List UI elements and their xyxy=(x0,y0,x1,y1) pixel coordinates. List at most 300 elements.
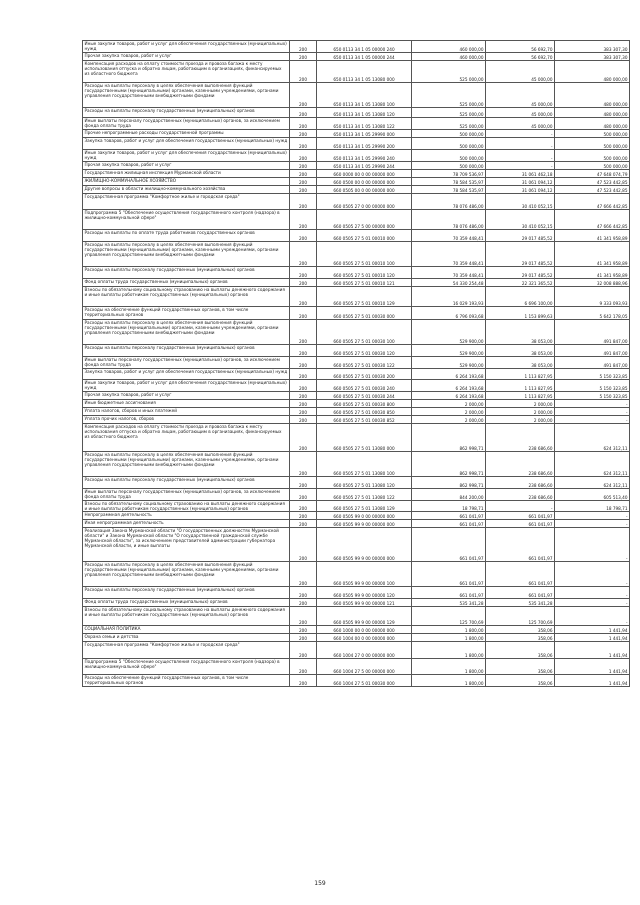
row-code-cell: 200 xyxy=(290,41,317,53)
row-executed-cell: 45 000,00 xyxy=(486,118,555,130)
row-code-cell: 200 xyxy=(290,587,317,599)
row-name-cell: Государственная жилищная инспекция Мурманской области xyxy=(83,170,290,178)
row-remaining-cell: 9 333 093,93 xyxy=(555,287,630,307)
row-executed-cell: 238 686,60 xyxy=(486,424,555,452)
row-executed-cell: - xyxy=(486,162,555,170)
row-approved-cell: 661 041,97 xyxy=(412,562,486,587)
row-kbk-cell: 660 0000 00 0 00 00000 000 xyxy=(317,170,412,178)
row-name-cell: Государственная программа "Комфортное жилье и городская среда" xyxy=(83,642,290,659)
row-name-cell: Расходы на выплаты персоналу государственных (муниципальных) органов xyxy=(83,267,290,279)
row-remaining-cell: 480 000,00 xyxy=(555,61,630,83)
row-name-cell: Фонд оплаты труда государственных (муниципальных) органов xyxy=(83,279,290,287)
row-kbk-cell: 660 0505 27 5 01 00030 800 xyxy=(317,400,412,408)
row-code-cell: 200 xyxy=(290,626,317,634)
row-kbk-cell: 650 0113 34 1 05 00000 244 xyxy=(317,53,412,61)
table-row xyxy=(83,41,630,53)
row-name-cell: Компенсация расходов на оплату стоимости проезда и провоза багажа к месту использования отпуска и обратно лицам, работающим в организациях, финансируемых из областного бюджета xyxy=(83,61,290,83)
row-approved-cell: 500 000,00 xyxy=(412,150,486,162)
row-kbk-cell: 660 0505 99 9 00 00000 000 xyxy=(317,528,412,562)
table-row xyxy=(83,287,630,307)
row-approved-cell: 529 900,00 xyxy=(412,357,486,369)
row-name-cell: Прочая закупка товаров, работ и услуг xyxy=(83,53,290,61)
row-code-cell: 200 xyxy=(290,118,317,130)
row-remaining-cell: - xyxy=(555,416,630,424)
row-name-cell: Реализация Закона Мурманской области "О государственных должностях Мурманской области" и Закона Мурманской области "О государственной гражданской службе Мурманской области", за исключением представителей администрации губернатора Мурманской области, и иные выплаты xyxy=(83,528,290,562)
row-remaining-cell: - xyxy=(555,400,630,408)
row-approved-cell: 78 709 536,97 xyxy=(412,170,486,178)
row-executed-cell: - xyxy=(486,138,555,150)
row-executed-cell: 38 053,00 xyxy=(486,345,555,357)
row-name-cell: Непрограммная деятельность xyxy=(83,512,290,520)
table-row xyxy=(83,242,630,267)
row-code-cell: 200 xyxy=(290,138,317,150)
row-remaining-cell: - xyxy=(555,528,630,562)
row-kbk-cell: 660 0500 00 0 00 00000 000 xyxy=(317,178,412,186)
row-kbk-cell: 650 0113 34 1 05 29990 000 xyxy=(317,130,412,138)
table-row xyxy=(83,61,630,83)
row-approved-cell: 525 000,00 xyxy=(412,108,486,118)
row-remaining-cell: 491 847,00 xyxy=(555,345,630,357)
row-kbk-cell: 660 1004 27 5 00 00000 000 xyxy=(317,659,412,675)
row-executed-cell: 31 061 094,12 xyxy=(486,186,555,194)
row-remaining-cell: 41 341 958,89 xyxy=(555,242,630,267)
row-kbk-cell: 660 0505 00 0 00 00000 000 xyxy=(317,186,412,194)
row-kbk-cell: 650 0113 34 1 05 13080 120 xyxy=(317,108,412,118)
row-approved-cell: 78 076 486,00 xyxy=(412,194,486,210)
row-executed-cell: 661 041,97 xyxy=(486,520,555,528)
table-row xyxy=(83,562,630,587)
row-approved-cell: 661 041,97 xyxy=(412,528,486,562)
row-kbk-cell: 660 0505 27 5 01 00030 120 xyxy=(317,345,412,357)
budget-table xyxy=(82,40,630,687)
table-row xyxy=(83,477,630,489)
table-row xyxy=(83,108,630,118)
row-executed-cell: 38 053,00 xyxy=(486,357,555,369)
row-kbk-cell: 660 0505 99 9 00 00000 129 xyxy=(317,607,412,626)
table-row xyxy=(83,607,630,626)
row-name-cell: Расходы на выплаты по оплате труда работников государственных органов xyxy=(83,230,290,242)
row-name-cell: Взносы по обязательному социальному страхованию на выплаты денежного содержания и иные выплаты работникам государственных (муниципальных) органов xyxy=(83,287,290,307)
row-approved-cell: 70 359 448,41 xyxy=(412,242,486,267)
row-remaining-cell: 500 000,00 xyxy=(555,162,630,170)
row-remaining-cell: 5 150 323,85 xyxy=(555,392,630,400)
table-row xyxy=(83,659,630,675)
table-row xyxy=(83,138,630,150)
row-name-cell: Расходы на выплаты персоналу государственных (муниципальных) органов xyxy=(83,477,290,489)
row-approved-cell: 78 584 535,97 xyxy=(412,186,486,194)
row-approved-cell: 500 000,00 xyxy=(412,130,486,138)
row-code-cell: 200 xyxy=(290,452,317,477)
row-name-cell: Иные бюджетные ассигнования xyxy=(83,400,290,408)
row-code-cell: 200 xyxy=(290,61,317,83)
row-approved-cell: 125 700,69 xyxy=(412,607,486,626)
table-row xyxy=(83,53,630,61)
row-code-cell: 200 xyxy=(290,659,317,675)
row-kbk-cell: 660 0505 27 5 01 00030 122 xyxy=(317,357,412,369)
row-remaining-cell: 18 798,71 xyxy=(555,501,630,512)
row-name-cell: Расходы на выплаты персоналу в целях обеспечения выполнения функций государственными (муниципальными) органами, казенными учреждениями, органами управления государственными внебюджетными фондами xyxy=(83,242,290,267)
row-executed-cell: 45 000,00 xyxy=(486,61,555,83)
row-remaining-cell: 383 307,30 xyxy=(555,53,630,61)
table-row xyxy=(83,452,630,477)
row-executed-cell: 125 700,69 xyxy=(486,607,555,626)
row-name-cell: СОЦИАЛЬНАЯ ПОЛИТИКА xyxy=(83,626,290,634)
row-executed-cell: 45 000,00 xyxy=(486,83,555,108)
page-number: 159 xyxy=(314,880,326,887)
row-remaining-cell: 47 666 442,85 xyxy=(555,210,630,230)
row-name-cell: Закупка товаров, работ и услуг для обеспечения государственных (муниципальных) нужд xyxy=(83,369,290,380)
table-row xyxy=(83,408,630,416)
row-code-cell: 200 xyxy=(290,186,317,194)
row-remaining-cell: - xyxy=(555,562,630,587)
row-approved-cell: 1 800,00 xyxy=(412,626,486,634)
row-kbk-cell: 660 0505 99 9 00 00000 120 xyxy=(317,587,412,599)
row-remaining-cell: 1 441,94 xyxy=(555,634,630,642)
table-row xyxy=(83,345,630,357)
row-name-cell: Государственная программа "Комфортное жилье и городская среда" xyxy=(83,194,290,210)
table-row xyxy=(83,512,630,520)
row-code-cell: 200 xyxy=(290,501,317,512)
row-name-cell: Расходы на выплаты персоналу государственных (муниципальных) органов xyxy=(83,108,290,118)
row-executed-cell: 31 061 462,18 xyxy=(486,170,555,178)
row-approved-cell: 500 000,00 xyxy=(412,138,486,150)
row-approved-cell: 525 000,00 xyxy=(412,118,486,130)
row-kbk-cell: 660 0505 27 5 01 00030 100 xyxy=(317,320,412,345)
table-row xyxy=(83,194,630,210)
row-code-cell: 200 xyxy=(290,520,317,528)
row-code-cell: 200 xyxy=(290,607,317,626)
row-remaining-cell: 1 441,94 xyxy=(555,659,630,675)
row-approved-cell: 1 800,00 xyxy=(412,675,486,687)
row-code-cell: 200 xyxy=(290,130,317,138)
row-executed-cell: - xyxy=(486,130,555,138)
row-remaining-cell: 5 642 178,05 xyxy=(555,307,630,320)
row-approved-cell: 6 796 093,68 xyxy=(412,307,486,320)
row-kbk-cell: 660 0505 27 5 01 00010 000 xyxy=(317,230,412,242)
table-row xyxy=(83,587,630,599)
row-remaining-cell: 47 648 074,79 xyxy=(555,170,630,178)
table-row xyxy=(83,400,630,408)
row-approved-cell: 1 800,00 xyxy=(412,659,486,675)
table-row xyxy=(83,162,630,170)
row-kbk-cell: 660 0505 27 0 00 00000 000 xyxy=(317,194,412,210)
row-remaining-cell: 500 000,00 xyxy=(555,138,630,150)
row-approved-cell: 70 359 448,41 xyxy=(412,267,486,279)
row-remaining-cell: 1 441,94 xyxy=(555,626,630,634)
row-code-cell: 200 xyxy=(290,392,317,400)
row-executed-cell: 38 053,00 xyxy=(486,320,555,345)
row-executed-cell: 29 017 485,52 xyxy=(486,242,555,267)
row-remaining-cell: 480 000,00 xyxy=(555,118,630,130)
row-remaining-cell: 47 523 442,85 xyxy=(555,186,630,194)
row-kbk-cell: 660 0505 27 5 01 00030 852 xyxy=(317,416,412,424)
row-code-cell: 200 xyxy=(290,416,317,424)
row-name-cell: Расходы на обеспечение функций государственных органов, в том числе территориальных органов xyxy=(83,675,290,687)
row-approved-cell: 6 264 193,68 xyxy=(412,392,486,400)
row-kbk-cell: 660 0505 27 5 01 00010 100 xyxy=(317,242,412,267)
row-approved-cell: 844 200,00 xyxy=(412,489,486,501)
row-code-cell: 200 xyxy=(290,230,317,242)
row-kbk-cell: 660 1004 27 5 01 00030 000 xyxy=(317,675,412,687)
row-name-cell: Взносы по обязательному социальному страхованию на выплаты денежного содержания и иные выплаты работникам государственных (муниципальных) органов xyxy=(83,501,290,512)
row-remaining-cell: 383 307,30 xyxy=(555,41,630,53)
row-name-cell: Расходы на выплаты персоналу в целях обеспечения выполнения функций государственными (муниципальными) органами, казенными учреждениями, органами управления государственными внебюджетными фондами xyxy=(83,320,290,345)
row-approved-cell: 460 000,00 xyxy=(412,53,486,61)
row-name-cell: Иные выплаты персоналу государственных (муниципальных) органов, за исключением фонда оплаты труда xyxy=(83,357,290,369)
row-name-cell: Подпрограмма 5 "Обеспечение осуществления государственного контроля (надзора) в жилищно-коммунальной сфере" xyxy=(83,210,290,230)
row-executed-cell: 238 686,60 xyxy=(486,489,555,501)
row-remaining-cell: 624 312,11 xyxy=(555,424,630,452)
row-remaining-cell: - xyxy=(555,587,630,599)
row-executed-cell: - xyxy=(486,501,555,512)
row-code-cell: 200 xyxy=(290,345,317,357)
row-executed-cell: 31 061 094,12 xyxy=(486,178,555,186)
row-approved-cell: 2 000,00 xyxy=(412,408,486,416)
row-executed-cell: 1 153 899,63 xyxy=(486,307,555,320)
table-row xyxy=(83,380,630,392)
row-approved-cell: 78 584 535,97 xyxy=(412,178,486,186)
row-code-cell: 200 xyxy=(290,150,317,162)
row-executed-cell: 1 113 827,95 xyxy=(486,369,555,380)
row-code-cell: 200 xyxy=(290,369,317,380)
row-kbk-cell: 660 0505 27 5 00 00000 000 xyxy=(317,210,412,230)
row-executed-cell: 1 113 827,95 xyxy=(486,380,555,392)
row-remaining-cell: 47 666 442,85 xyxy=(555,194,630,210)
row-kbk-cell: 660 1000 00 0 00 00000 000 xyxy=(317,626,412,634)
row-executed-cell: 661 041,97 xyxy=(486,512,555,520)
row-code-cell: 200 xyxy=(290,307,317,320)
row-remaining-cell: 5 150 323,85 xyxy=(555,380,630,392)
table-row xyxy=(83,369,630,380)
row-remaining-cell: 624 312,11 xyxy=(555,477,630,489)
row-approved-cell: 500 000,00 xyxy=(412,162,486,170)
table-row xyxy=(83,357,630,369)
row-executed-cell: 358,06 xyxy=(486,642,555,659)
row-code-cell: 200 xyxy=(290,83,317,108)
row-code-cell: 200 xyxy=(290,408,317,416)
row-code-cell: 200 xyxy=(290,267,317,279)
row-name-cell: Другие вопросы в области жилищно-коммунального хозяйства xyxy=(83,186,290,194)
table-row xyxy=(83,599,630,607)
row-kbk-cell: 660 0505 27 5 01 00030 244 xyxy=(317,392,412,400)
row-approved-cell: 70 359 448,41 xyxy=(412,230,486,242)
table-row xyxy=(83,520,630,528)
row-name-cell: Прочая закупка товаров, работ и услуг xyxy=(83,392,290,400)
row-kbk-cell: 650 0113 34 1 05 29990 240 xyxy=(317,150,412,162)
table-row xyxy=(83,489,630,501)
table-row xyxy=(83,186,630,194)
row-kbk-cell: 660 0505 27 5 01 00030 850 xyxy=(317,408,412,416)
row-kbk-cell: 660 0505 27 5 01 13080 000 xyxy=(317,424,412,452)
row-remaining-cell: 491 847,00 xyxy=(555,357,630,369)
row-code-cell: 200 xyxy=(290,279,317,287)
budget-table-sheet xyxy=(82,40,628,687)
row-approved-cell: 1 800,00 xyxy=(412,634,486,642)
row-name-cell: Иные выплаты персоналу государственных (муниципальных) органов, за исключением фонда оплаты труда xyxy=(83,489,290,501)
row-kbk-cell: 660 0505 27 5 01 13080 122 xyxy=(317,489,412,501)
row-approved-cell: 862 998,71 xyxy=(412,452,486,477)
row-name-cell: Подпрограмма 5 "Обеспечение осуществления государственного контроля (надзора) в жилищно-коммунальной сфере" xyxy=(83,659,290,675)
row-remaining-cell: - xyxy=(555,408,630,416)
row-code-cell: 200 xyxy=(290,194,317,210)
table-row xyxy=(83,83,630,108)
row-code-cell: 200 xyxy=(290,210,317,230)
row-code-cell: 200 xyxy=(290,380,317,392)
row-kbk-cell: 650 0113 34 1 05 13080 100 xyxy=(317,83,412,108)
row-name-cell: Расходы на обеспечение функций государственных органов, в том числе территориальных органов xyxy=(83,307,290,320)
row-kbk-cell: 660 0505 27 5 01 00030 240 xyxy=(317,380,412,392)
table-row xyxy=(83,267,630,279)
row-kbk-cell: 660 0505 99 9 00 00000 121 xyxy=(317,599,412,607)
row-executed-cell: 238 686,60 xyxy=(486,477,555,489)
row-approved-cell: 525 000,00 xyxy=(412,83,486,108)
row-remaining-cell: 605 513,40 xyxy=(555,489,630,501)
row-executed-cell: 535 341,28 xyxy=(486,599,555,607)
table-row xyxy=(83,150,630,162)
row-executed-cell: 358,06 xyxy=(486,634,555,642)
row-approved-cell: 78 076 486,00 xyxy=(412,210,486,230)
row-code-cell: 200 xyxy=(290,477,317,489)
row-name-cell: Компенсация расходов на оплату стоимости проезда и провоза багажа к месту использования отпуска и обратно лицам, работающим в организациях, финансируемых из областного бюджета xyxy=(83,424,290,452)
row-executed-cell: 358,06 xyxy=(486,626,555,634)
row-approved-cell: 862 998,71 xyxy=(412,424,486,452)
row-executed-cell: 661 041,97 xyxy=(486,528,555,562)
row-kbk-cell: 660 0505 27 5 01 00010 129 xyxy=(317,287,412,307)
row-remaining-cell: 480 000,00 xyxy=(555,83,630,108)
row-code-cell: 200 xyxy=(290,242,317,267)
row-name-cell: Взносы по обязательному социальному страхованию на выплаты денежного содержания и иные выплаты работникам государственных (муниципальных) органов xyxy=(83,607,290,626)
row-executed-cell: 2 000,00 xyxy=(486,416,555,424)
row-remaining-cell: 480 000,00 xyxy=(555,108,630,118)
row-code-cell: 200 xyxy=(290,287,317,307)
row-remaining-cell: 5 150 323,85 xyxy=(555,369,630,380)
row-approved-cell: 2 000,00 xyxy=(412,416,486,424)
row-code-cell: 200 xyxy=(290,634,317,642)
table-row xyxy=(83,626,630,634)
table-row xyxy=(83,307,630,320)
row-executed-cell: 2 000,00 xyxy=(486,408,555,416)
row-approved-cell: 661 041,97 xyxy=(412,520,486,528)
table-row xyxy=(83,501,630,512)
row-kbk-cell: 650 0113 34 1 05 13080 000 xyxy=(317,61,412,83)
row-name-cell: Прочие непрограммные расходы государственной программы xyxy=(83,130,290,138)
row-remaining-cell: 32 008 888,96 xyxy=(555,279,630,287)
row-remaining-cell: 41 341 958,89 xyxy=(555,230,630,242)
row-name-cell: Иные закупки товаров, работ и услуг для обеспечения государственных (муниципальных) нужд xyxy=(83,41,290,53)
row-name-cell: Расходы на выплаты персоналу в целях обеспечения выполнения функций государственными (муниципальными) органами, казенными учреждениями, органами управления государственными внебюджетными фондами xyxy=(83,452,290,477)
table-row xyxy=(83,118,630,130)
row-remaining-cell: 624 312,11 xyxy=(555,452,630,477)
row-kbk-cell: 660 1004 27 0 00 00000 000 xyxy=(317,642,412,659)
row-name-cell: Охрана семьи и детства xyxy=(83,634,290,642)
row-executed-cell: 56 692,70 xyxy=(486,53,555,61)
row-approved-cell: 54 330 254,48 xyxy=(412,279,486,287)
row-approved-cell: 16 029 193,93 xyxy=(412,287,486,307)
row-code-cell: 200 xyxy=(290,178,317,186)
table-row xyxy=(83,230,630,242)
row-code-cell: 200 xyxy=(290,162,317,170)
row-executed-cell: 22 321 365,52 xyxy=(486,279,555,287)
row-executed-cell: 358,06 xyxy=(486,675,555,687)
row-remaining-cell: 500 000,00 xyxy=(555,150,630,162)
row-executed-cell: 6 696 100,00 xyxy=(486,287,555,307)
row-executed-cell: 45 000,00 xyxy=(486,108,555,118)
row-code-cell: 200 xyxy=(290,108,317,118)
row-executed-cell: 56 692,70 xyxy=(486,41,555,53)
table-row xyxy=(83,424,630,452)
row-approved-cell: 2 000,00 xyxy=(412,400,486,408)
row-executed-cell: 29 017 485,52 xyxy=(486,230,555,242)
row-name-cell: Расходы на выплаты персоналу государственных (муниципальных) органов xyxy=(83,345,290,357)
table-row xyxy=(83,170,630,178)
row-kbk-cell: 660 0505 27 5 01 13080 120 xyxy=(317,477,412,489)
row-kbk-cell: 660 0505 27 5 01 00010 120 xyxy=(317,267,412,279)
row-name-cell: Прочая закупка товаров, работ и услуг xyxy=(83,162,290,170)
row-remaining-cell: - xyxy=(555,599,630,607)
row-executed-cell: 661 041,97 xyxy=(486,562,555,587)
row-kbk-cell: 650 0113 34 1 05 00000 240 xyxy=(317,41,412,53)
table-row xyxy=(83,675,630,687)
row-code-cell: 200 xyxy=(290,642,317,659)
row-approved-cell: 1 800,00 xyxy=(412,642,486,659)
row-executed-cell: 238 686,60 xyxy=(486,452,555,477)
table-row xyxy=(83,279,630,287)
row-kbk-cell: 650 0113 34 1 05 29990 244 xyxy=(317,162,412,170)
table-row xyxy=(83,416,630,424)
row-name-cell: Фонд оплаты труда государственных (муниципальных) органов xyxy=(83,599,290,607)
row-code-cell: 200 xyxy=(290,528,317,562)
row-name-cell: ЖИЛИЩНО-КОММУНАЛЬНОЕ ХОЗЯЙСТВО xyxy=(83,178,290,186)
row-approved-cell: 18 798,71 xyxy=(412,501,486,512)
row-kbk-cell: 650 0113 34 1 05 13080 122 xyxy=(317,118,412,130)
row-remaining-cell: 1 441,94 xyxy=(555,675,630,687)
row-code-cell: 200 xyxy=(290,489,317,501)
table-row xyxy=(83,642,630,659)
row-executed-cell: 2 000,00 xyxy=(486,400,555,408)
row-kbk-cell: 660 1004 00 0 00 00000 000 xyxy=(317,634,412,642)
row-approved-cell: 535 341,28 xyxy=(412,599,486,607)
row-approved-cell: 6 264 193,68 xyxy=(412,380,486,392)
row-name-cell: Иная непрограммная деятельность xyxy=(83,520,290,528)
row-kbk-cell: 660 0505 99 0 00 00000 000 xyxy=(317,512,412,520)
row-code-cell: 200 xyxy=(290,562,317,587)
row-approved-cell: 661 041,97 xyxy=(412,512,486,520)
row-remaining-cell: 41 341 958,89 xyxy=(555,267,630,279)
row-remaining-cell: 491 847,00 xyxy=(555,320,630,345)
row-name-cell: Расходы на выплаты персоналу в целях обеспечения выполнения функций государственными (муниципальными) органами, казенными учреждениями, органами управления государственными внебюджетными фондами xyxy=(83,562,290,587)
row-code-cell: 200 xyxy=(290,170,317,178)
row-name-cell: Расходы на выплаты персоналу государственных (муниципальных) органов xyxy=(83,587,290,599)
row-executed-cell: 29 017 485,52 xyxy=(486,267,555,279)
row-name-cell: Иные выплаты персоналу государственных (муниципальных) органов, за исключением фонда оплаты труда xyxy=(83,118,290,130)
budget-table-body xyxy=(83,41,630,687)
row-code-cell: 200 xyxy=(290,53,317,61)
row-kbk-cell: 660 0505 27 5 01 00030 000 xyxy=(317,307,412,320)
table-row xyxy=(83,130,630,138)
table-row xyxy=(83,320,630,345)
row-kbk-cell: 660 0505 99 9 00 00000 000 xyxy=(317,520,412,528)
row-remaining-cell: 500 000,00 xyxy=(555,130,630,138)
row-executed-cell: 30 410 052,15 xyxy=(486,194,555,210)
row-approved-cell: 862 998,71 xyxy=(412,477,486,489)
row-remaining-cell: 1 441,94 xyxy=(555,642,630,659)
row-remaining-cell: - xyxy=(555,512,630,520)
row-kbk-cell: 660 0505 27 5 01 00030 200 xyxy=(317,369,412,380)
row-remaining-cell: - xyxy=(555,607,630,626)
row-executed-cell: 358,06 xyxy=(486,659,555,675)
row-remaining-cell: - xyxy=(555,520,630,528)
row-executed-cell: - xyxy=(486,150,555,162)
